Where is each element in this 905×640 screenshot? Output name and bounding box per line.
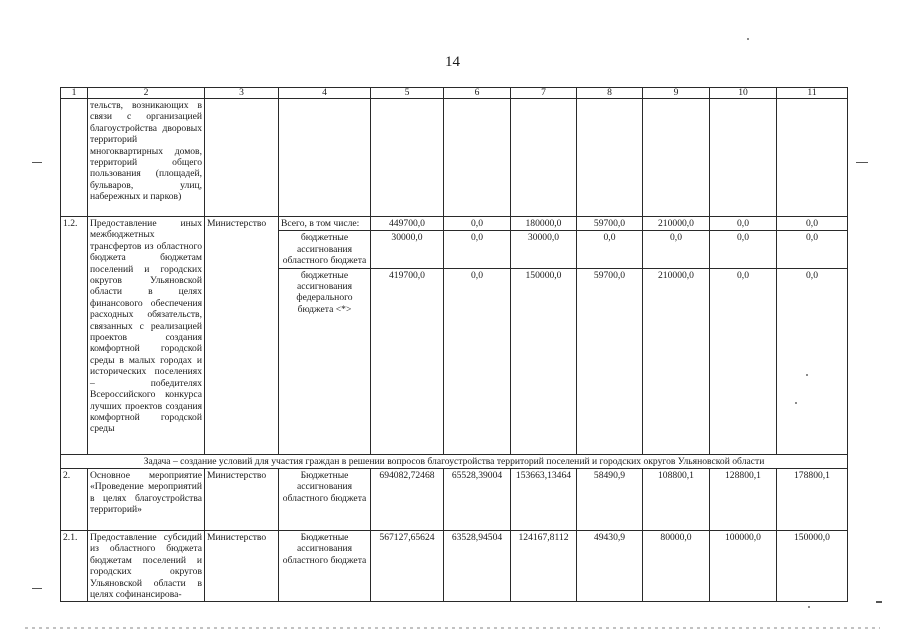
scan-mark-right-2 <box>876 601 882 603</box>
column-header-row <box>61 88 848 99</box>
row-executor-cell: Министерство <box>205 217 279 455</box>
value-cell-7: 180000,0 <box>511 217 577 231</box>
task-row <box>61 454 848 468</box>
value-cell-11: 0,0 <box>777 231 848 268</box>
col-header-4: 4 <box>279 88 371 99</box>
value-cell-8: 59700,0 <box>577 268 643 454</box>
value-cell-11: 0,0 <box>777 217 848 231</box>
scan-mark-right <box>856 162 868 163</box>
col-header-10: 10 <box>710 88 777 99</box>
value-cell-10: 100000,0 <box>710 531 777 602</box>
col-header-9: 9 <box>643 88 710 99</box>
table-row-continuation <box>61 99 848 217</box>
value-cell-5: 567127,65624 <box>371 531 444 602</box>
funding-source-cell: Бюджетные ассигнования областного бюджета <box>279 531 371 602</box>
funding-source-cell: бюджетные ассигнования федерального бюджета <*> <box>279 268 371 454</box>
value-cell-5: 30000,0 <box>371 231 444 268</box>
scan-mark-left-2 <box>32 588 42 589</box>
table-row-1-2-total <box>61 217 848 231</box>
scan-speck <box>806 374 808 376</box>
scan-mark-left <box>32 162 42 163</box>
col-header-2: 2 <box>88 88 205 99</box>
value-cell-5: 419700,0 <box>371 268 444 454</box>
value-cell-10: 0,0 <box>710 231 777 268</box>
value-cell-8: 59700,0 <box>577 217 643 231</box>
row-name-cell: Предоставление субсидий из областного бюджета бюджетам поселений и городских округов Ульяновской области в целях софинансирова- <box>88 531 205 602</box>
scan-bottom-edge <box>25 627 880 629</box>
scan-speck <box>808 606 810 608</box>
funding-source-cell: Всего, в том числе: <box>279 217 371 231</box>
row-name-cell: Предоставление иных межбюджетных трансфертов из областного бюджета бюджетам поселений и городских округов Ульяновской области в целях финансового обеспечения расходных обязательств, связанных с реализацией проектов создания комфортной городской среды в малых городах и исторических поселениях – победителях Всероссийского конкурса лучших проектов создания комфортной городской среды <box>88 217 205 455</box>
table-row-2 <box>61 469 848 531</box>
value-cell-8: 49430,9 <box>577 531 643 602</box>
row-executor-cell: Министерство <box>205 469 279 531</box>
value-cell-9: 108800,1 <box>643 469 710 531</box>
row-name-cell: Основное мероприятие «Проведение мероприятий в целях благоустройства территорий» <box>88 469 205 531</box>
value-cell-8: 0,0 <box>577 231 643 268</box>
row-executor-cell: Министерство <box>205 531 279 602</box>
value-cell-5: 449700,0 <box>371 217 444 231</box>
col-header-8: 8 <box>577 88 643 99</box>
value-cell-9: 210000,0 <box>643 268 710 454</box>
funding-source-cell: бюджетные ассигнования областного бюджета <box>279 231 371 268</box>
value-cell-11: 0,0 <box>777 268 848 454</box>
value-cell-10: 0,0 <box>710 217 777 231</box>
value-cell-7: 124167,8112 <box>511 531 577 602</box>
value-cell-7: 150000,0 <box>511 268 577 454</box>
value-cell-5: 694082,72468 <box>371 469 444 531</box>
value-cell-8: 58490,9 <box>577 469 643 531</box>
scan-speck <box>795 402 797 404</box>
col-header-6: 6 <box>444 88 511 99</box>
budget-table <box>60 87 848 602</box>
col-header-7: 7 <box>511 88 577 99</box>
value-cell-9: 210000,0 <box>643 217 710 231</box>
row-number-cell: 2.1. <box>61 531 88 602</box>
task-text: Задача – создание условий для участия граждан в решении вопросов благоустройства территорий поселений и городских округов Ульяновской области <box>61 454 848 468</box>
value-cell-7: 153663,13464 <box>511 469 577 531</box>
value-cell-6: 0,0 <box>444 217 511 231</box>
value-cell-6: 0,0 <box>444 231 511 268</box>
funding-source-cell: Бюджетные ассигнования областного бюджета <box>279 469 371 531</box>
value-cell-10: 128800,1 <box>710 469 777 531</box>
value-cell-11: 150000,0 <box>777 531 848 602</box>
value-cell-6: 0,0 <box>444 268 511 454</box>
col-header-11: 11 <box>777 88 848 99</box>
value-cell-7: 30000,0 <box>511 231 577 268</box>
value-cell-11: 178800,1 <box>777 469 848 531</box>
table-row-2-1 <box>61 531 848 602</box>
col-header-5: 5 <box>371 88 444 99</box>
value-cell-9: 80000,0 <box>643 531 710 602</box>
page-number: 14 <box>445 54 460 70</box>
value-cell-10: 0,0 <box>710 268 777 454</box>
row-number-cell: 1.2. <box>61 217 88 455</box>
value-cell-9: 0,0 <box>643 231 710 268</box>
value-cell-6: 63528,94504 <box>444 531 511 602</box>
value-cell-6: 65528,39004 <box>444 469 511 531</box>
col-header-1: 1 <box>61 88 88 99</box>
row-name-cell: тельств, возникающих в связи с организацией благоустройства дворовых территорий многоквартирных домов, территорий общего пользования (площадей, бульваров, улиц, набережных и парков) <box>88 99 205 217</box>
row-number-cell: 2. <box>61 469 88 531</box>
col-header-3: 3 <box>205 88 279 99</box>
scan-speck <box>747 38 749 40</box>
